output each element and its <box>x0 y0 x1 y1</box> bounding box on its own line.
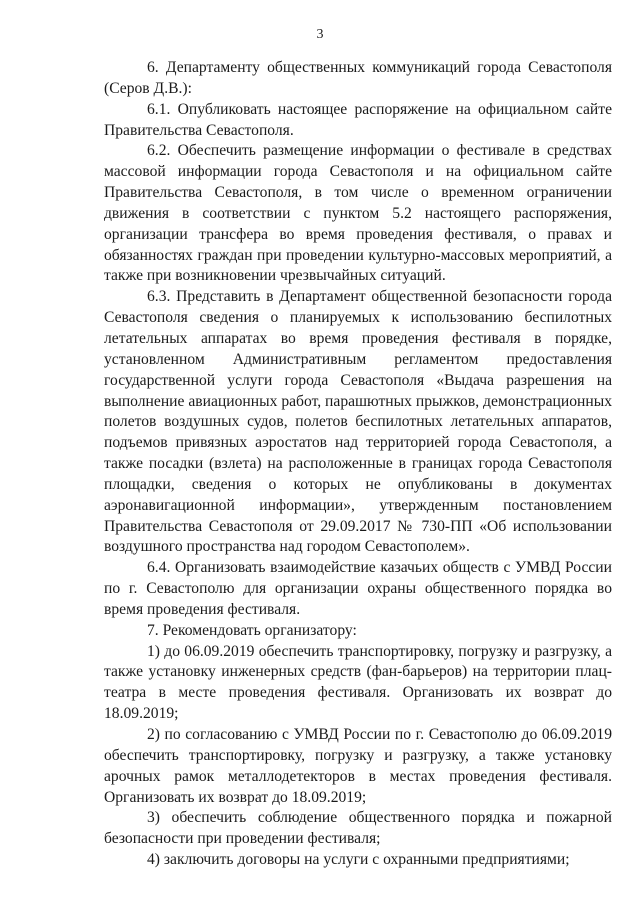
paragraph-6: 6. Департаменту общественных коммуникаций города Севастополя (Серов Д.В.): <box>104 59 612 97</box>
paragraph-7-4: 4) заключить договоры на услуги с охранными предприятиями; <box>147 851 570 869</box>
paragraph-7: 7. Рекомендовать организатору: <box>147 621 357 639</box>
paragraph-6-1: 6.1. Опубликовать настоящее распоряжение на официальном сайте Правительства Севастополя. <box>104 100 612 139</box>
document-body <box>104 58 612 871</box>
paragraph-7-1: 1) до 06.09.2019 обеспечить транспортировку, погрузку и разгрузку, а также установку инженерных средств (фан-барьеров) на территории плац-театра в месте проведения фестиваля. Организовать их возврат до 18.09.2019; <box>104 642 612 723</box>
page-number: 3 <box>316 27 324 42</box>
paragraph-7-3: 3) обеспечить соблюдение общественного порядка и пожарной безопасности при проведении фестиваля; <box>104 809 612 848</box>
paragraph-6-2: 6.2. Обеспечить размещение информации о фестивале в средствах массовой информации города Севастополя и на официальном сайте Правительства Севастополя, в том числе о временном ограничении движения в соответствии с пунктом 5.2 настоящего распоряжения, организации трансфера во время проведения фестиваля, о правах и обязанностях граждан при проведении культурно-массовых мероприятий, а также при возникновении чрезвычайных ситуаций. <box>104 142 612 285</box>
paragraph-6-3: 6.3. Представить в Департамент общественной безопасности города Севастополя сведения о планируемых к использованию беспилотных летательных аппаратах во время проведения фестиваля в порядке, установленном Административным регламентом предоставления государственной услуги города Севастополя «Выдача разрешения на выполнение авиационных работ, парашютных прыжков, демонстрационных полетов воздушных судов, полетов беспилотных летательных аппаратов, подъемов привязных аэростатов над территорией города Севастополя, а также посадки (взлета) на расположенные в границах города Севастополя площадки, сведения о которых не опубликованы в документах аэронавигационной информации», утвержденным постановлением Правительства Севастополя от 29.09.2017 № 730-ПП «Об использовании воздушного пространства над городом Севастополем». <box>104 288 612 556</box>
paragraph-6-4: 6.4. Организовать взаимодействие казачьих обществ с УМВД России по г. Севастополю для организации охраны общественного порядка во время проведения фестиваля. <box>104 559 612 618</box>
paragraph-7-2: 2) по согласованию с УМВД России по г. Севастополю до 06.09.2019 обеспечить транспортировку, погрузку и разгрузку, а также установку арочных рамок металлодетекторов в местах проведения фестиваля. Организовать их возврат до 18.09.2019; <box>104 726 612 806</box>
